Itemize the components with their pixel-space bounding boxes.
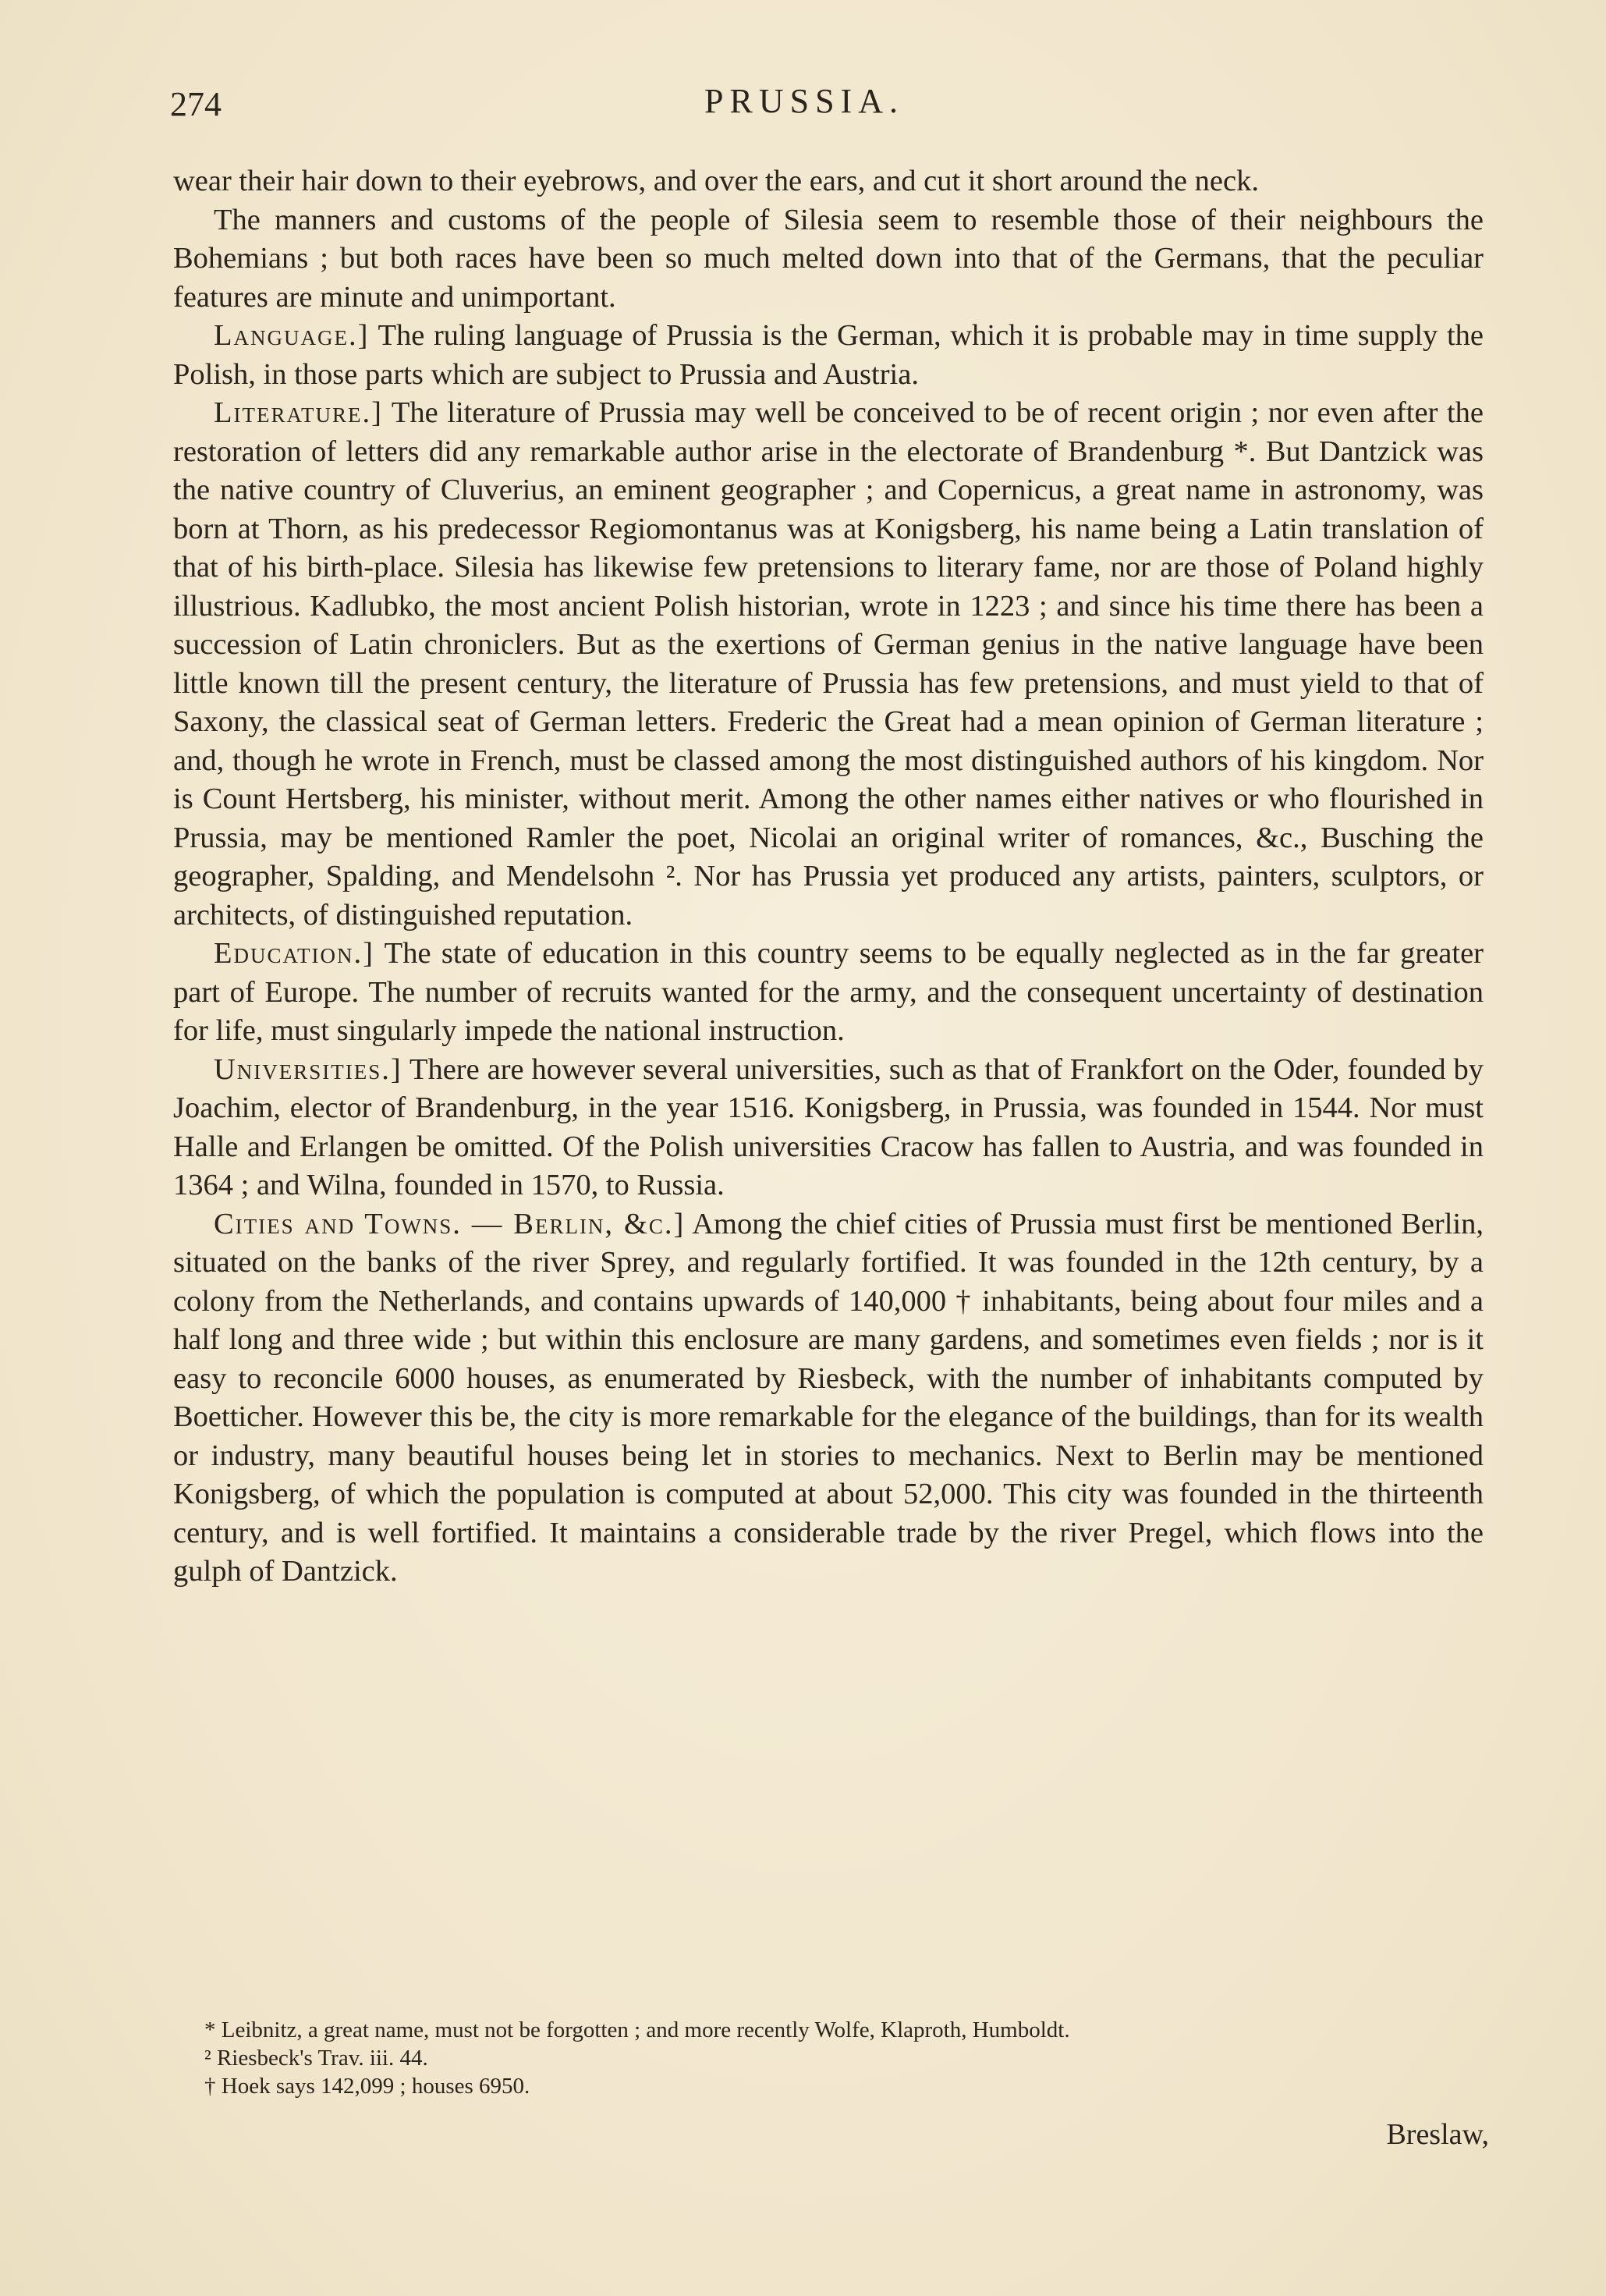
catchword: Breslaw,	[1386, 2118, 1489, 2151]
paragraph-continuation: wear their hair down to their eyebrows, and over the ears, and cut it short around the neck.	[173, 165, 1259, 197]
page-header	[170, 84, 1480, 131]
footnote-dagger: † Hoek says 142,099 ; houses 6950.	[204, 2074, 530, 2099]
section-heading-education: Education.]	[214, 937, 374, 970]
running-head: PRUSSIA.	[704, 82, 904, 120]
paragraph-silesia-manners: The manners and customs of the people of Silesia seem to resemble those of their neighbours the Bohemians ; but both races have been so much melted down into that of the Germans, that the peculiar features are minute and unimportant.	[173, 203, 1484, 314]
section-text-literature: The literature of Prussia may well be conceived to be of recent origin ; nor even after the restoration of letters did any remarkable author arise in the electorate of Brandenburg *. But Dantzick was the native country of Cluverius, an eminent geographer ; and Copernicus, a great name in astronomy, was born at Thorn, as his predecessor Regiomontanus was at Konigsberg, his name being a Latin translation of that of his birth-place. Silesia has likewise few pretensions to literary fame, nor are those of Poland highly illustrious. Kadlubko, the most ancient Polish historian, wrote in 1223 ; and since his time there has been a succession of Latin chroniclers. But as the exertions of German genius in the native language have been little known till the present century, the literature of Prussia has few pretensions, and must yield to that of Saxony, the classical seat of German letters. Frederic the Great had a mean opinion of German literature ; and, though he wrote in French, must be classed among the most distinguished authors of his kingdom. Nor is Count Hertsberg, his minister, without merit. Among the other names either natives or who flourished in Prussia, may be mentioned Ramler the poet, Nicolai an original writer of romances, &c., Busching the geographer, Spalding, and Mendelsohn ². Nor has Prussia yet produced any artists, painters, sculptors, or architects, of distinguished reputation.	[173, 396, 1484, 932]
main-text	[173, 162, 1484, 1592]
section-heading-cities: Cities and Towns. — Berlin, &c.]	[214, 1207, 686, 1240]
section-text-universities: There are however several universities, such as that of Frankfort on the Oder, founded by Joachim, elector of Brandenburg, in the year 1516. Konigsberg, in Prussia, was founded in 1544. Nor must Halle and Erlangen be omitted. Of the Polish universities Cracow has fallen to Austria, and was founded in 1364 ; and Wilna, founded in 1570, to Russia.	[173, 1052, 1484, 1201]
footnote-asterisk: * Leibnitz, a great name, must not be forgotten ; and more recently Wolfe, Klaproth, Humboldt.	[204, 2017, 1070, 2042]
footnotes	[204, 2016, 1484, 2100]
section-heading-language: Language.]	[214, 319, 370, 352]
section-cities	[173, 1205, 1484, 1592]
page-number: 274	[170, 85, 222, 123]
section-text-education: The state of education in this country seems to be equally neglected as in the far greater part of Europe. The number of recruits wanted for the army, and the consequent uncertainty of destination for life, must singularly impede the national instruction.	[173, 937, 1484, 1047]
section-text-language: The ruling language of Prussia is the German, which it is probable may in time supply the Polish, in those parts which are subject to Prussia and Austria.	[173, 319, 1484, 391]
section-universities	[173, 1051, 1484, 1205]
section-heading-literature: Literature.]	[214, 396, 383, 429]
section-education	[173, 935, 1484, 1051]
section-heading-universities: Universities.]	[214, 1052, 402, 1086]
footnote-two: ² Riesbeck's Trav. iii. 44.	[204, 2046, 428, 2071]
section-language	[173, 317, 1484, 394]
section-text-cities: Among the chief cities of Prussia must first be mentioned Berlin, situated on the banks of the river Sprey, and regularly fortified. It was founded in the 12th century, by a colony from the Netherlands, and contains upwards of 140,000 † inhabitants, being about four miles and a half long and three wide ; but within this enclosure are many gardens, and sometimes even fields ; nor is it easy to reconcile 6000 houses, as enumerated by Riesbeck, with the number of inhabitants computed by Boetticher. However this be, the city is more remarkable for the elegance of the buildings, than for its wealth or industry, many beautiful houses being let in stories to mechanics. Next to Berlin may be mentioned Konigsberg, of which the population is computed at about 52,000. This city was founded in the thirteenth century, and is well fortified. It maintains a considerable trade by the river Pregel, which flows into the gulph of Dantzick.	[173, 1207, 1484, 1588]
section-literature	[173, 394, 1484, 935]
